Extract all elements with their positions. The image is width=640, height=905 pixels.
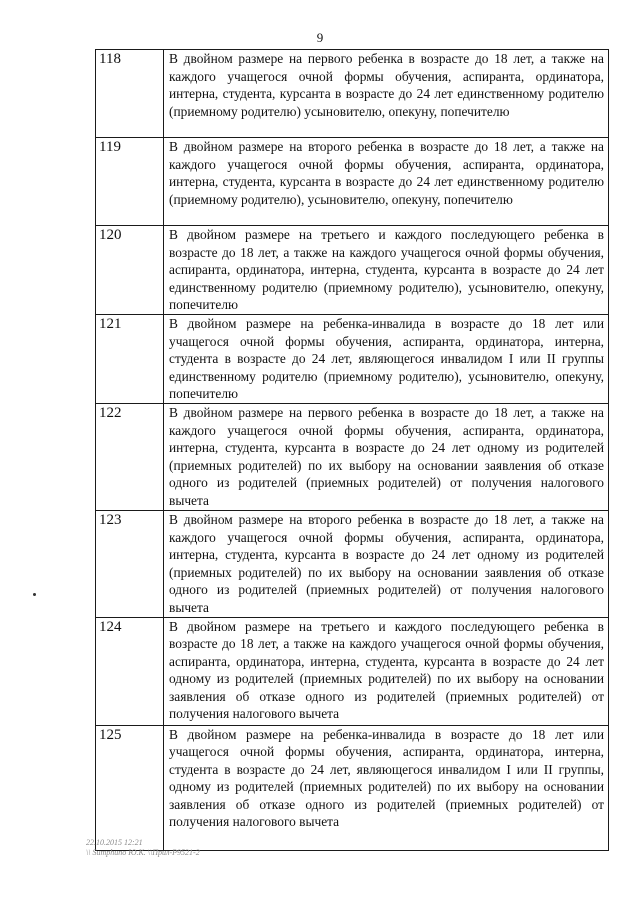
table-row xyxy=(96,138,609,226)
code-cell: 119 xyxy=(96,138,164,226)
code-cell: 121 xyxy=(96,314,164,403)
table-row xyxy=(96,510,609,617)
code-cell: 120 xyxy=(96,226,164,315)
footer-file-path: \\ Sumphuno Ю.К. \\Прил-Р9521-2 xyxy=(86,848,200,857)
table-row xyxy=(96,314,609,403)
code-cell: 124 xyxy=(96,617,164,725)
description-cell: В двойном размере на второго ребенка в возрасте до 18 лет, а также на каждого учащегося очной формы обучения, аспиранта, ординатора, интерна, студента, курсанта в возрасте до 24 лет единственному родителю (приемному родителю), усыновителю, опекуну, попечителю xyxy=(164,138,609,226)
margin-dot xyxy=(33,593,36,596)
table-row xyxy=(96,226,609,315)
description-cell: В двойном размере на ребенка-инвалида в возрасте до 18 лет или учащегося очной формы обучения, аспиранта, ординатора, интерна, студента в возрасте до 24 лет, являющегося инвалидом I или II группы, одному из родителей (приемных родителей) по их выбору на основании заявления об отказе одного из родителей (приемных родителей) от получения налогового вычета xyxy=(164,725,609,850)
table-row xyxy=(96,617,609,725)
description-cell: В двойном размере на третьего и каждого последующего ребенка в возрасте до 18 лет, а также на каждого учащегося очной формы обучения, аспиранта, ординатора, интерна, студента, курсанта в возрасте до 24 лет одному из родителей (приемных родителей) по их выбору на основании заявления об отказе одного из родителей (приемных родителей) от получения налогового вычета xyxy=(164,617,609,725)
description-cell: В двойном размере на первого ребенка в возрасте до 18 лет, а также на каждого учащегося очной формы обучения, аспиранта, ординатора, интерна, студента, курсанта в возрасте до 24 лет одному из родителей (приемных родителей) по их выбору на основании заявления об отказе одного из родителей (приемных родителей) от получения налогового вычета xyxy=(164,403,609,510)
code-cell: 123 xyxy=(96,510,164,617)
code-cell: 122 xyxy=(96,403,164,510)
description-cell: В двойном размере на третьего и каждого последующего ребенка в возрасте до 18 лет, а также на каждого учащегося очной формы обучения, аспиранта, ординатора, интерна, студента, курсанта в возрасте до 24 лет единственному родителю (приемному родителю), усыновителю, опекуну, попечителю xyxy=(164,226,609,315)
page-number: 9 xyxy=(316,30,324,45)
table-row xyxy=(96,50,609,138)
table-row xyxy=(96,725,609,850)
deduction-codes-table xyxy=(95,49,609,851)
code-cell: 118 xyxy=(96,50,164,138)
description-cell: В двойном размере на ребенка-инвалида в возрасте до 18 лет или учащегося очной формы обучения, аспиранта, ординатора, интерна, студента в возрасте до 24 лет, являющегося инвалидом I или II группы единственному родителю (приемному родителю), усыновителю, опекуну, попечителю xyxy=(164,314,609,403)
description-cell: В двойном размере на первого ребенка в возрасте до 18 лет, а также на каждого учащегося очной формы обучения, аспиранта, ординатора, интерна, студента, курсанта в возрасте до 24 лет единственному родителю (приемному родителю) усыновителю, опекуну, попечителю xyxy=(164,50,609,138)
description-cell: В двойном размере на второго ребенка в возрасте до 18 лет, а также на каждого учащегося очной формы обучения, аспиранта, ординатора, интерна, студента, курсанта в возрасте до 24 лет одному из родителей (приемных родителей) по их выбору на основании заявления об отказе одного из родителей (приемных родителей) от получения налогового вычета xyxy=(164,510,609,617)
table-row xyxy=(96,403,609,510)
footer-note xyxy=(86,838,200,858)
footer-timestamp: 22.10.2015 12:21 xyxy=(86,838,143,847)
code-cell: 125 xyxy=(96,725,164,850)
